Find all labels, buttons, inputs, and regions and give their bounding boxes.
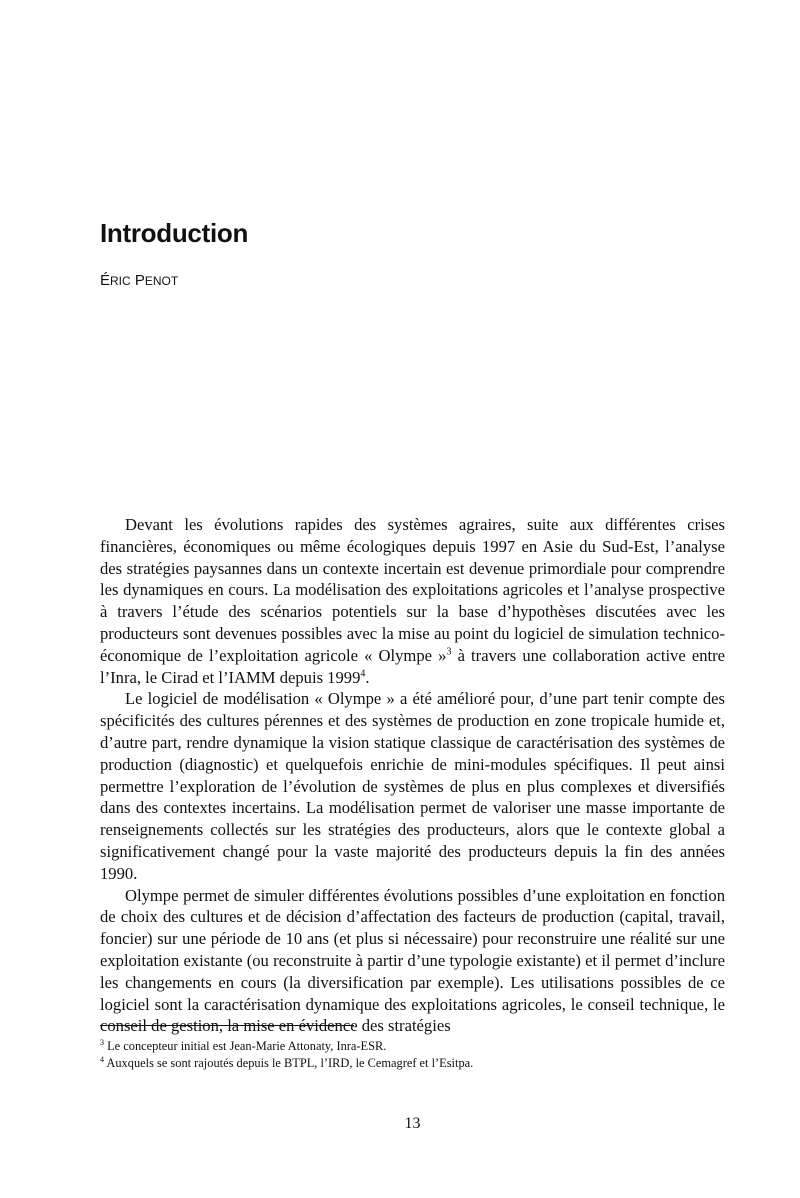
chapter-title: Introduction: [100, 218, 249, 248]
paragraph-1-part-1: Devant les évolutions rapides des systèmes agraires, suite aux différentes crises financières, économiques ou même écologiques depuis 1997 en Asie du Sud-Est, l’analyse des stratégies paysannes dans un contexte incertain est devenue primordiale pour comprendre les dynamiques en cours. La modélisation des exploitations agricoles et l’analyse prospective à travers l’étude des scénarios potentiels sur la base d’hypothèses discutées avec les producteurs sont devenues possibles avec la mise au point du logiciel de simulation technico-économique de l’exploitation agricole « Olympe »: [100, 515, 725, 665]
paragraph-3: Olympe permet de simuler différentes évolutions possibles d’une exploitation en fonction de choix des cultures et de décision d’affectation des facteurs de production (capital, travail, foncier) sur une période de 10 ans (et plus si nécessaire) pour reconstruire une réalité sur une exploitation existante (ou reconstruite à partir d’une typologie existante) et il permet d’inclure les changements en cours (la diversification par exemple). Les utilisations possibles de ce logiciel sont la caractérisation dynamique des exploitations agricoles, le conseil technique, le conseil de gestion, la mise en évidence des stratégies: [100, 885, 725, 1036]
footnote-separator: [100, 1025, 354, 1026]
footnote-mark: 3: [100, 1037, 104, 1047]
footnote-4: [100, 1055, 725, 1072]
footnote-mark: 4: [100, 1054, 104, 1064]
footnote-ref-3[interactable]: 3: [446, 646, 452, 658]
body-text: [100, 514, 725, 1037]
footnote-ref-4[interactable]: 4: [360, 668, 366, 680]
footnote-text: Le concepteur initial est Jean-Marie Attonaty, Inra-ESR.: [104, 1039, 387, 1053]
paragraph-2: Le logiciel de modélisation « Olympe » a été amélioré pour, d’une part tenir compte des spécificités des cultures pérennes et des systèmes de production en zone tropicale humide et, d’autre part, rendre dynamique la vision statique classique de caractérisation des systèmes de production (diagnostic) et quelquefois enrichie de mini-modules spécifiques. Il peut ainsi permettre l’exploration de l’évolution de systèmes de plus en plus complexes et diversifiés dans des contextes incertains. La modélisation permet de valoriser une masse importante de renseignements collectés sur les stratégies des producteurs, alors que le contexte global a significativement changé pour la vaste majorité des producteurs depuis la fin des années 1990.: [100, 689, 725, 883]
paragraph-1-part-3: .: [365, 667, 370, 687]
paragraph-1-part-2: à travers une collaboration active entre l’Inra, le Cirad et l’IAMM depuis 1999: [100, 645, 726, 687]
author-initial: É: [100, 272, 111, 289]
footnotes: [100, 1038, 725, 1072]
author-name: [100, 272, 178, 289]
paragraph-1: [100, 514, 725, 688]
author-last-name-rest: ENOT: [144, 274, 179, 288]
footnote-text: Auxquels se sont rajoutés depuis le BTPL, l’IRD, le Cemagref et l’Esitpa.: [104, 1056, 474, 1070]
author-initial-last: P: [134, 272, 145, 289]
page-number: 13: [404, 1115, 421, 1132]
author-first-name-rest: RIC: [110, 274, 131, 288]
footnote-3: [100, 1038, 725, 1055]
